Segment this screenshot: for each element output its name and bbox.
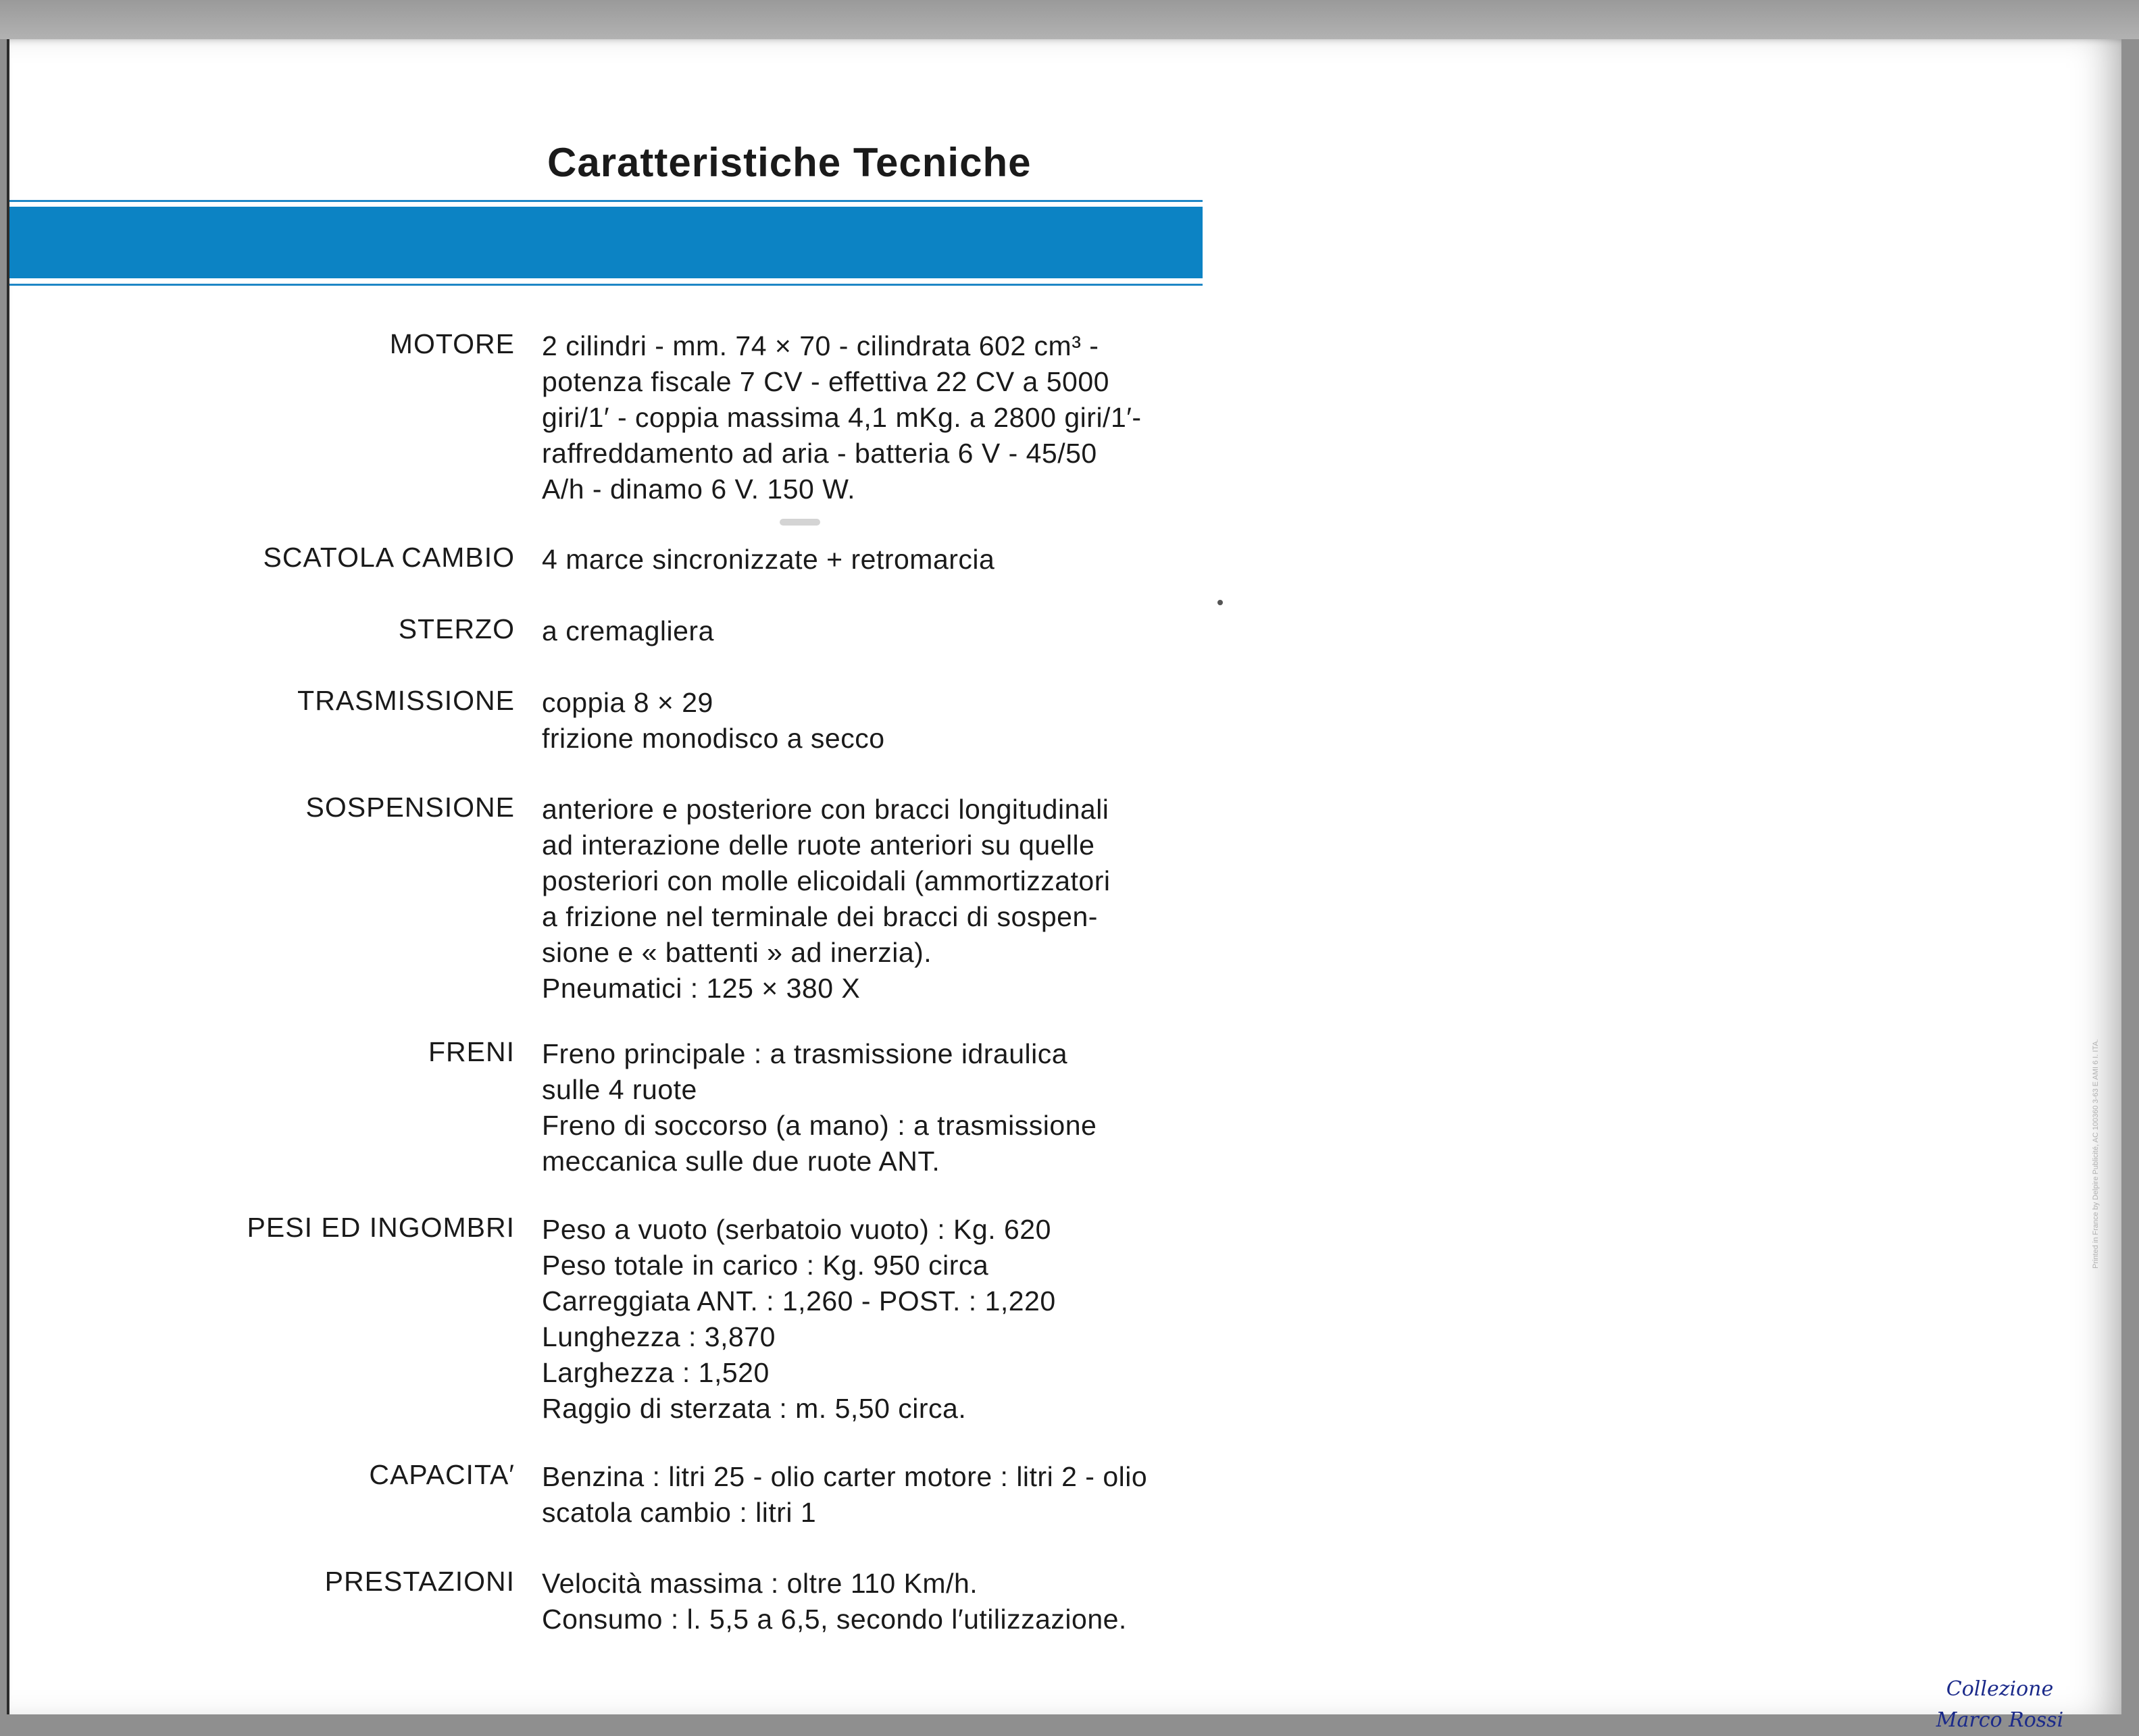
spec-line: meccanica sulle due ruote ANT. [542, 1146, 940, 1177]
collection-watermark [1926, 1674, 2074, 1736]
spec-line: a cremagliera [542, 615, 714, 646]
spec-value [542, 1459, 1147, 1531]
spec-value [542, 1036, 1097, 1179]
spec-label: SCATOLA CAMBIO [263, 542, 515, 573]
spec-line: sulle 4 ruote [542, 1074, 697, 1105]
printer-imprint: Printed in France by Delpire Publicité, AC 100360 3-63 E AMI 6 I. ITA. [2092, 1039, 2100, 1269]
spec-line: Raggio di sterzata : m. 5,50 circa. [542, 1393, 967, 1424]
spec-line: 2 cilindri - mm. 74 × 70 - cilindrata 602 cm³ - [542, 330, 1099, 361]
spec-line: a frizione nel terminale dei bracci di sospen- [542, 901, 1098, 932]
spec-line: raffreddamento ad aria - batteria 6 V - 45/50 [542, 438, 1097, 469]
spec-label: SOSPENSIONE [305, 792, 515, 823]
header-blue-band [9, 207, 1203, 278]
spec-line: giri/1′ - coppia massima 4,1 mKg. a 2800 giri/1′- [542, 402, 1142, 433]
spec-label: STERZO [398, 613, 515, 644]
spec-value [542, 792, 1111, 1006]
spec-value [542, 328, 1142, 507]
spec-line: Carreggiata ANT. : 1,260 - POST. : 1,220 [542, 1285, 1056, 1317]
spec-value [542, 1566, 1127, 1637]
dust-smudge [780, 519, 820, 526]
spec-line: scatola cambio : litri 1 [542, 1497, 817, 1528]
spec-line: sione e « battenti » ad inerzia). [542, 937, 932, 968]
spec-line: Peso totale in carico : Kg. 950 circa [542, 1250, 989, 1281]
scan-background-top [0, 0, 2139, 39]
spec-line: anteriore e posteriore con bracci longitudinali [542, 794, 1109, 825]
header-rule-bottom [9, 284, 1203, 286]
spec-line: Lunghezza : 3,870 [542, 1321, 776, 1352]
spec-label: PESI ED INGOMBRI [247, 1212, 515, 1243]
spec-line: A/h - dinamo 6 V. 150 W. [542, 474, 856, 505]
spec-line: Freno di soccorso (a mano) : a trasmissione [542, 1110, 1097, 1141]
spec-line: posteriori con molle elicoidali (ammortizzatori [542, 865, 1111, 896]
spec-value [542, 542, 995, 578]
header-rule-top [9, 200, 1203, 202]
spec-line: ad interazione delle ruote anteriori su quelle [542, 829, 1095, 861]
spec-line: Consumo : l. 5,5 a 6,5, secondo l′utilizzazione. [542, 1604, 1127, 1635]
spec-label: TRASMISSIONE [297, 685, 515, 716]
spec-label: FRENI [428, 1036, 515, 1067]
spec-line: Velocità massima : oltre 110 Km/h. [542, 1568, 978, 1599]
spec-line: frizione monodisco a secco [542, 723, 885, 754]
spec-line: Pneumatici : 125 × 380 X [542, 973, 861, 1004]
spec-line: Benzina : litri 25 - olio carter motore : litri 2 - olio [542, 1461, 1148, 1492]
spec-line: Freno principale : a trasmissione idraulica [542, 1038, 1068, 1069]
spec-label: CAPACITA′ [369, 1459, 515, 1490]
spec-value [542, 685, 885, 757]
spec-label: PRESTAZIONI [324, 1566, 515, 1597]
brochure-page [7, 39, 2121, 1732]
spec-value [542, 1212, 1056, 1427]
spec-line: Larghezza : 1,520 [542, 1357, 770, 1388]
spec-label: MOTORE [389, 328, 515, 359]
dust-speck [1217, 600, 1223, 605]
spec-line: 4 marce sincronizzate + retromarcia [542, 544, 995, 575]
spec-line: coppia 8 × 29 [542, 687, 713, 718]
spec-line: Peso a vuoto (serbatoio vuoto) : Kg. 620 [542, 1214, 1051, 1245]
watermark-line: Marco Rossi [1936, 1708, 2064, 1732]
spec-line: potenza fiscale 7 CV - effettiva 22 CV a 5000 [542, 366, 1109, 397]
spec-value [542, 613, 714, 649]
watermark-line: Collezione [1946, 1677, 2054, 1701]
page-title: Caratteristiche Tecniche [547, 140, 1032, 185]
